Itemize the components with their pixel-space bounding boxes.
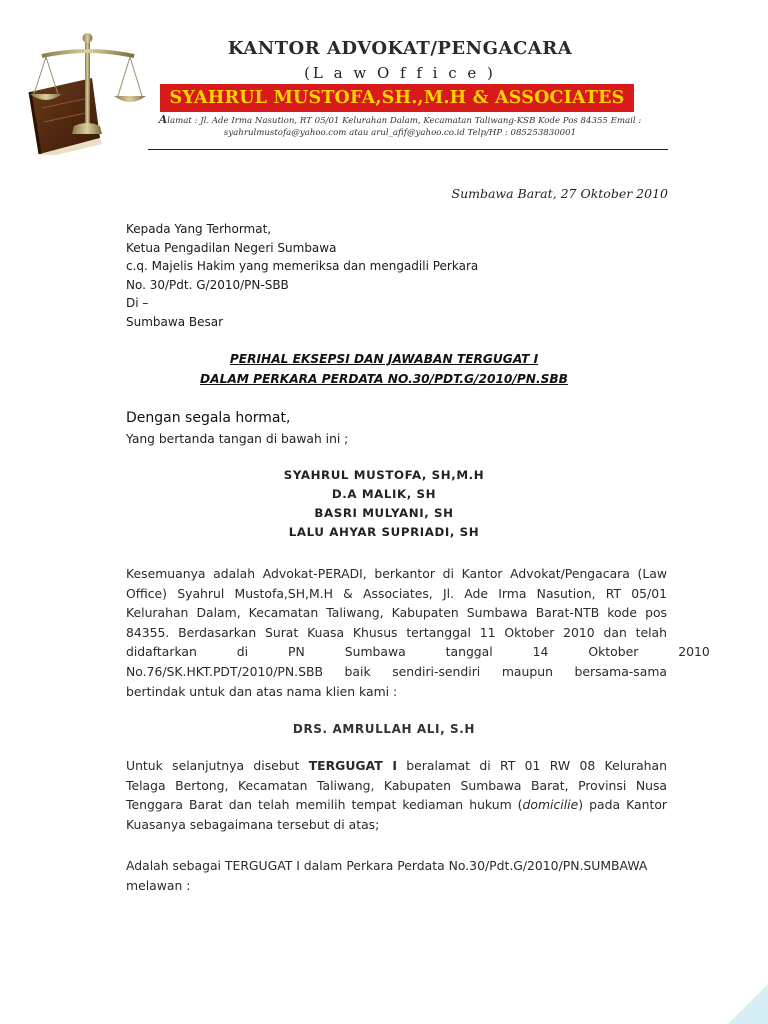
addressee-block bbox=[126, 220, 478, 332]
letterhead-address bbox=[150, 114, 650, 139]
paragraph-line: Telaga Bertong, Kecamatan Taliwang, Kabupaten Sumbawa Barat, Provinsi Nusa bbox=[126, 777, 667, 793]
text-run: beralamat di RT 01 RW 08 Kelurahan bbox=[396, 758, 667, 773]
text-run: ) pada Kantor bbox=[578, 797, 668, 813]
paragraph-line bbox=[126, 756, 667, 776]
addressee-line: c.q. Majelis Hakim yang memeriksa dan mengadili Perkara bbox=[126, 259, 479, 274]
paragraph-line: didaftarkan di PN Sumbawa tanggal 14 Oktober 2010 bbox=[126, 644, 710, 660]
defendant-label: TERGUGAT I bbox=[308, 758, 397, 773]
text-run: Tenggara Barat dan telah memilih tempat kediaman hukum ( bbox=[126, 797, 523, 813]
client-name: DRS. AMRULLAH ALI, S.H bbox=[292, 722, 476, 736]
advocate-name: BASRI MULYANI, SH bbox=[314, 506, 454, 520]
advocate-name: LALU AHYAR SUPRIADI, SH bbox=[288, 525, 480, 539]
letterhead-divider bbox=[148, 149, 668, 150]
paragraph-line: Office) Syahrul Mustofa,SH,M.H & Associates, Jl. Ade Irma Nasution, RT 05/01 bbox=[126, 585, 667, 601]
salutation: Dengan segala hormat, bbox=[126, 410, 291, 426]
firm-name: SYAHRUL MUSTOFA,SH.,M.H & ASSOCIATES bbox=[169, 88, 625, 108]
paragraph-defendant bbox=[126, 756, 667, 834]
subject-line-2: DALAM PERKARA PERDATA NO.30/PDT.G/2010/PN.SBB bbox=[200, 372, 568, 386]
address-line-1: lamat : Jl. Ade Irma Nasution, RT 05/01 Kelurahan Dalam, Kecamatan Taliwang-KSB Kode Pos 84355 Email : bbox=[167, 116, 642, 126]
addressee-line: Di – bbox=[126, 296, 149, 311]
paragraph-line: melawan : bbox=[126, 877, 191, 893]
text-run: Untuk selanjutnya disebut bbox=[126, 758, 309, 773]
letterhead-title: KANTOR ADVOKAT/PENGACARA bbox=[227, 38, 573, 59]
address-initial: A bbox=[158, 113, 168, 126]
intro-text: Yang bertanda tangan di bawah ini ; bbox=[126, 432, 349, 446]
domicile-term: domicilie bbox=[522, 797, 579, 813]
address-line-2: syahrulmustofa@yahoo.com atau arul_afif@yahoo.co.id Telp/HP : 085253830001 bbox=[223, 128, 577, 138]
paragraph-line: No.76/SK.HKT.PDT/2010/PN.SBB baik sendiri-sendiri maupun bersama-sama bbox=[126, 663, 667, 679]
paragraph-advocates bbox=[126, 564, 710, 701]
addressee-line: Ketua Pengadilan Negeri Sumbawa bbox=[126, 240, 337, 255]
paragraph-line: bertindak untuk dan atas nama klien kami : bbox=[126, 683, 398, 699]
paragraph-line bbox=[126, 795, 667, 815]
paragraph-closing bbox=[126, 856, 667, 895]
addressee-line: Kepada Yang Terhormat, bbox=[126, 222, 272, 236]
advocate-name: D.A MALIK, SH bbox=[331, 487, 437, 501]
paragraph-line: Kuasanya sebagaimana tersebut di atas; bbox=[126, 816, 380, 832]
paragraph-line: Kelurahan Dalam, Kecamatan Taliwang, Kabupaten Sumbawa Barat-NTB kode pos bbox=[126, 605, 667, 621]
letterhead-subtitle: (L a w O f f i c e ) bbox=[304, 64, 496, 82]
subject-line-1: PERIHAL EKSEPSI DAN JAWABAN TERGUGAT I bbox=[229, 352, 539, 366]
letter-date: Sumbawa Barat, 27 Oktober 2010 bbox=[451, 186, 668, 201]
paragraph-line: Adalah sebagai TERGUGAT I dalam Perkara Perdata No.30/Pdt.G/2010/PN.SUMBAWA bbox=[126, 858, 648, 873]
advocate-name: SYAHRUL MUSTOFA, SH,M.H bbox=[283, 468, 485, 482]
paragraph-line: 84355. Berdasarkan Surat Kuasa Khusus tertanggal 11 Oktober 2010 dan telah bbox=[126, 624, 667, 640]
firm-name-banner bbox=[160, 84, 634, 112]
scales-of-justice-icon bbox=[22, 30, 152, 155]
advocate-names bbox=[0, 466, 768, 542]
addressee-line: No. 30/Pdt. G/2010/PN-SBB bbox=[126, 277, 289, 292]
addressee-line: Sumbawa Besar bbox=[126, 314, 224, 329]
page-corner-decoration bbox=[728, 984, 768, 1024]
paragraph-line: Kesemuanya adalah Advokat-PERADI, berkantor di Kantor Advokat/Pengacara (Law bbox=[126, 566, 667, 581]
